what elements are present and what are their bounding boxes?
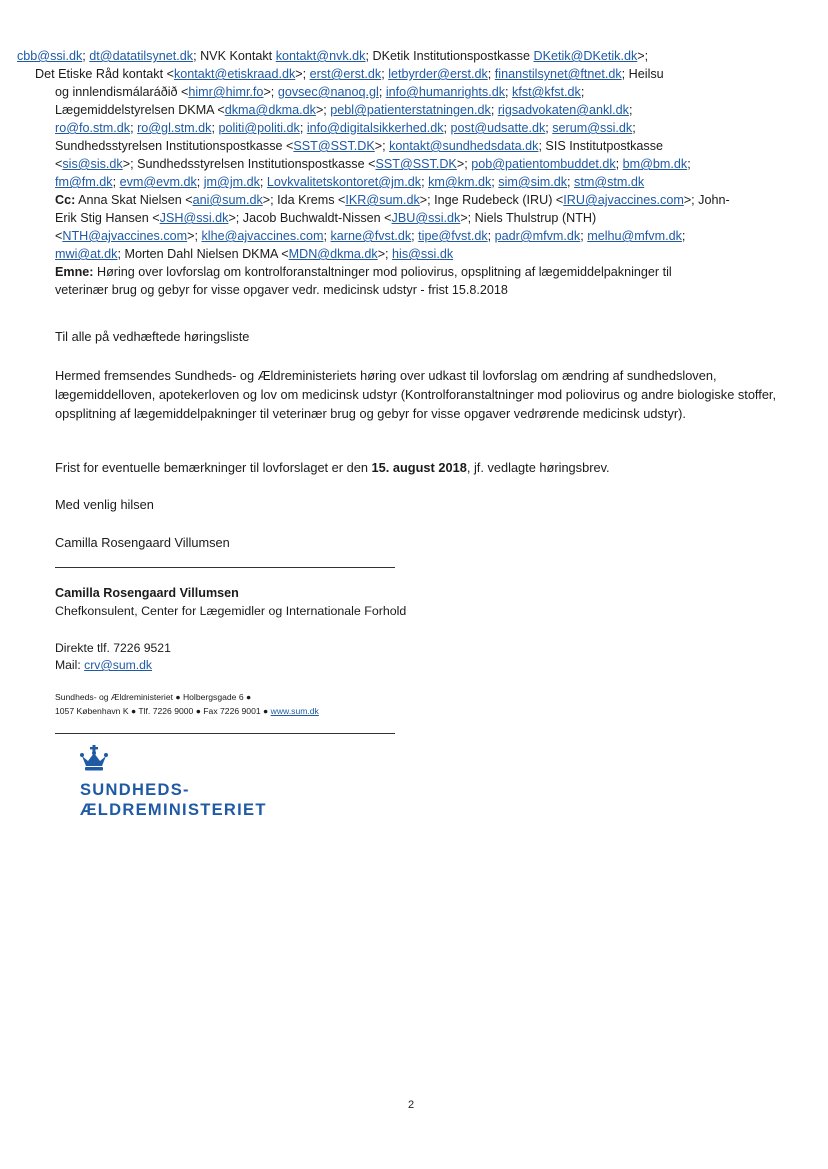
cc-label: Cc: <box>55 193 76 207</box>
signature-mail <box>55 657 152 674</box>
email-link[interactable]: serum@ssi.dk <box>552 121 633 135</box>
email-link[interactable]: kontakt@sundhedsdata.dk <box>389 139 539 153</box>
email-link[interactable]: stm@stm.dk <box>574 175 645 189</box>
cc-text: >; Ida Krems < <box>262 193 346 207</box>
subject-label: Emne: <box>55 265 94 279</box>
separator: < <box>55 157 63 171</box>
email-link[interactable]: himr@himr.fo <box>188 85 264 99</box>
signature-title: Chefkonsulent, Center for Lægemidler og Internationale Forhold <box>55 604 407 618</box>
email-link[interactable]: klhe@ajvaccines.com <box>201 229 324 243</box>
recipient-text: ; SIS Institutpostkasse <box>538 139 664 153</box>
crown-icon <box>78 744 110 776</box>
deadline-text: Frist for eventuelle bemærkninger til lovforslaget er den <box>55 460 372 475</box>
email-link[interactable]: cbb@ssi.dk <box>17 49 83 63</box>
recipient-list <box>17 47 800 299</box>
cc-text: >; Inge Rudebeck (IRU) < <box>419 193 564 207</box>
email-link[interactable]: letbyrder@erst.dk <box>388 67 488 81</box>
cc-line-2 <box>55 209 800 227</box>
email-link[interactable]: kontakt@etiskraad.dk <box>173 67 296 81</box>
cc-line-1 <box>55 191 800 209</box>
page-number: 2 <box>408 1099 415 1111</box>
email-link[interactable]: mwi@at.dk <box>55 247 118 261</box>
separator: >; <box>456 157 468 171</box>
subject-line-1 <box>55 263 800 281</box>
email-link[interactable]: NTH@ajvaccines.com <box>62 229 188 243</box>
cc-text: >; Niels Thulstrup (NTH) <box>460 211 597 225</box>
recipient-line-3: og innlendismálaráðið <himr@himr.fo>; govsec@nanoq.gl; info@humanrights.dk; kfst@kfst.dk; <box>55 85 585 99</box>
greeting: Til alle på vedhæftede høringsliste <box>55 329 250 344</box>
email-link[interactable]: govsec@nanoq.gl <box>277 85 379 99</box>
logo-line-1: SUNDHEDS- <box>80 781 190 799</box>
email-link[interactable]: his@ssi.dk <box>392 247 454 261</box>
email-link[interactable]: finanstilsynet@ftnet.dk <box>494 67 622 81</box>
deadline-text: , jf. vedlagte høringsbrev. <box>466 460 610 475</box>
email-link[interactable]: fm@fm.dk <box>55 175 113 189</box>
subject-line-2 <box>55 281 800 299</box>
cc-text: ; Morten Dahl Nielsen DKMA < <box>117 247 289 261</box>
email-link[interactable]: MDN@dkma.dk <box>288 247 378 261</box>
logo-line-2: ÆLDREMINISTERIET <box>80 801 267 819</box>
email-link[interactable]: melhu@mfvm.dk <box>587 229 682 243</box>
recipient-text: ; Heilsu <box>621 67 664 81</box>
cc-text: Erik Stig Hansen < <box>55 211 160 225</box>
signature-phone: Direkte tlf. 7226 9521 <box>55 641 171 655</box>
email-link[interactable]: Lovkvalitetskontoret@jm.dk <box>266 175 422 189</box>
recipient-line-5: ro@fo.stm.dk; ro@gl.stm.dk; politi@politi.dk; info@digitalsikkerhed.dk; post@udsatte.dk; serum@ssi.dk; <box>55 121 636 135</box>
website-link[interactable]: www.sum.dk <box>270 706 319 716</box>
subject-text: Høring over lovforslag om kontrolforanstaltninger mod poliovirus, opsplitning af lægemiddelpakninger til <box>93 265 672 279</box>
separator: >; <box>374 139 390 153</box>
body-paragraph-2 <box>55 458 795 477</box>
cc-line-3: <NTH@ajvaccines.com>; klhe@ajvaccines.com; karne@fvst.dk; tipe@fvst.dk; padr@mfvm.dk; melhu@mfvm.dk; <box>55 229 686 243</box>
email-link[interactable]: IKR@sum.dk <box>345 193 420 207</box>
email-link[interactable]: SST@SST.DK <box>293 139 375 153</box>
email-link[interactable]: pebl@patienterstatningen.dk <box>330 103 491 117</box>
recipient-line-2: Det Etiske Råd kontakt <kontakt@etiskraad.dk>; erst@erst.dk; letbyrder@erst.dk; finanstilsynet@ftnet.dk; Heilsu <box>35 67 664 81</box>
deadline-date: 15. august 2018 <box>371 460 467 475</box>
cc-text: >; <box>187 229 202 243</box>
address-text: 1057 København K ● Tlf. 7226 9000 ● Fax 7226 9001 ● <box>55 706 271 716</box>
email-link[interactable]: evm@evm.dk <box>119 175 197 189</box>
email-link[interactable]: jm@jm.dk <box>203 175 260 189</box>
email-link[interactable]: ro@gl.stm.dk <box>137 121 212 135</box>
cc-text: >; Jacob Buchwaldt-Nissen < <box>228 211 392 225</box>
separator: >; <box>637 49 649 63</box>
email-link[interactable]: kfst@kfst.dk <box>512 85 581 99</box>
footer-divider <box>55 733 395 734</box>
ministry-address-2 <box>55 704 319 718</box>
email-link[interactable]: SST@SST.DK <box>375 157 457 171</box>
cc-text: < <box>55 229 63 243</box>
ministry-address-1: Sundheds- og Ældreministeriet ● Holbergsgade 6 ● <box>55 692 252 702</box>
email-link[interactable]: padr@mfvm.dk <box>494 229 581 243</box>
email-link[interactable]: km@km.dk <box>428 175 492 189</box>
email-link[interactable]: JBU@ssi.dk <box>391 211 461 225</box>
subject-text: veterinær brug og gebyr for visse opgaver vedr. medicinsk udstyr - frist 15.8.2018 <box>55 283 508 297</box>
email-link[interactable]: erst@erst.dk <box>309 67 382 81</box>
signature-divider <box>55 567 395 568</box>
separator: ; NVK Kontakt <box>193 49 276 63</box>
mail-label: Mail: <box>55 658 85 672</box>
email-link[interactable]: rigsadvokaten@ankl.dk <box>497 103 629 117</box>
email-link[interactable]: karne@fvst.dk <box>330 229 412 243</box>
cc-text: Anna Skat Nielsen < <box>75 193 193 207</box>
email-link[interactable]: dkma@dkma.dk <box>224 103 316 117</box>
cc-text: >; John- <box>683 193 730 207</box>
email-link[interactable]: info@digitalsikkerhed.dk <box>306 121 444 135</box>
separator: ; <box>82 49 90 63</box>
email-link[interactable]: politi@politi.dk <box>218 121 300 135</box>
cc-line-4 <box>55 245 800 263</box>
body-paragraph-1: Hermed fremsendes Sundheds- og Ældreministeriets høring over udkast til lovforslag om ændring af sundhedsloven, lægemiddelloven, apotekerloven og lov om medicinsk udstyr (Kontrolforanstaltninger mod poliovirus og andre biologiske stoffer, opsplitning af lægemiddelpakninger til veterinær brug og gebyr for visse opgaver vedrørende medicinsk udstyr). <box>55 368 777 421</box>
separator: ; DKetik Institutionspostkasse <box>365 49 534 63</box>
email-link[interactable]: sim@sim.dk <box>498 175 568 189</box>
email-link[interactable]: dt@datatilsynet.dk <box>89 49 194 63</box>
email-link[interactable]: IRU@ajvaccines.com <box>563 193 684 207</box>
email-link[interactable]: tipe@fvst.dk <box>418 229 488 243</box>
subject-block <box>55 263 800 299</box>
email-link[interactable]: bm@bm.dk <box>622 157 688 171</box>
signer-name: Camilla Rosengaard Villumsen <box>55 535 230 550</box>
email-link[interactable]: ani@sum.dk <box>192 193 263 207</box>
recipient-text: Sundhedsstyrelsen Institutionspostkasse < <box>55 139 294 153</box>
signature-name: Camilla Rosengaard Villumsen <box>55 586 239 600</box>
email-link[interactable]: sis@sis.dk <box>62 157 123 171</box>
email-link[interactable]: pob@patientombuddet.dk <box>471 157 616 171</box>
recipient-text: Lægemiddelstyrelsen DKMA < <box>55 103 225 117</box>
recipient-text: >; Sundhedsstyrelsen Institutionspostkasse < <box>122 157 376 171</box>
email-link[interactable]: ro@fo.stm.dk <box>55 121 131 135</box>
email-link[interactable]: kontakt@nvk.dk <box>275 49 366 63</box>
cc-text: >; <box>377 247 393 261</box>
ministry-logo <box>80 780 267 820</box>
recipient-line-7: <sis@sis.dk>; Sundhedsstyrelsen Institutionspostkasse <SST@SST.DK>; pob@patientombuddet.dk; bm@bm.dk; <box>55 157 691 171</box>
email-link[interactable]: DKetik@DKetik.dk <box>533 49 638 63</box>
recipient-line-4: Lægemiddelstyrelsen DKMA <dkma@dkma.dk>; pebl@patienterstatningen.dk; rigsadvokaten@ankl.dk; <box>55 103 633 117</box>
recipient-line-8: fm@fm.dk; evm@evm.dk; jm@jm.dk; Lovkvalitetskontoret@jm.dk; km@km.dk; sim@sim.dk; stm@stm.dk <box>55 175 645 189</box>
recipient-text: Det Etiske Råd kontakt < <box>35 67 174 81</box>
recipient-text: og innlendismálaráðið < <box>55 85 189 99</box>
email-link[interactable]: info@humanrights.dk <box>385 85 506 99</box>
closing: Med venlig hilsen <box>55 497 154 512</box>
email-link[interactable]: crv@sum.dk <box>84 658 153 672</box>
recipient-line-1 <box>5 47 817 65</box>
recipient-line-6 <box>55 137 800 155</box>
email-link[interactable]: post@udsatte.dk <box>450 121 546 135</box>
email-link[interactable]: JSH@ssi.dk <box>159 211 229 225</box>
